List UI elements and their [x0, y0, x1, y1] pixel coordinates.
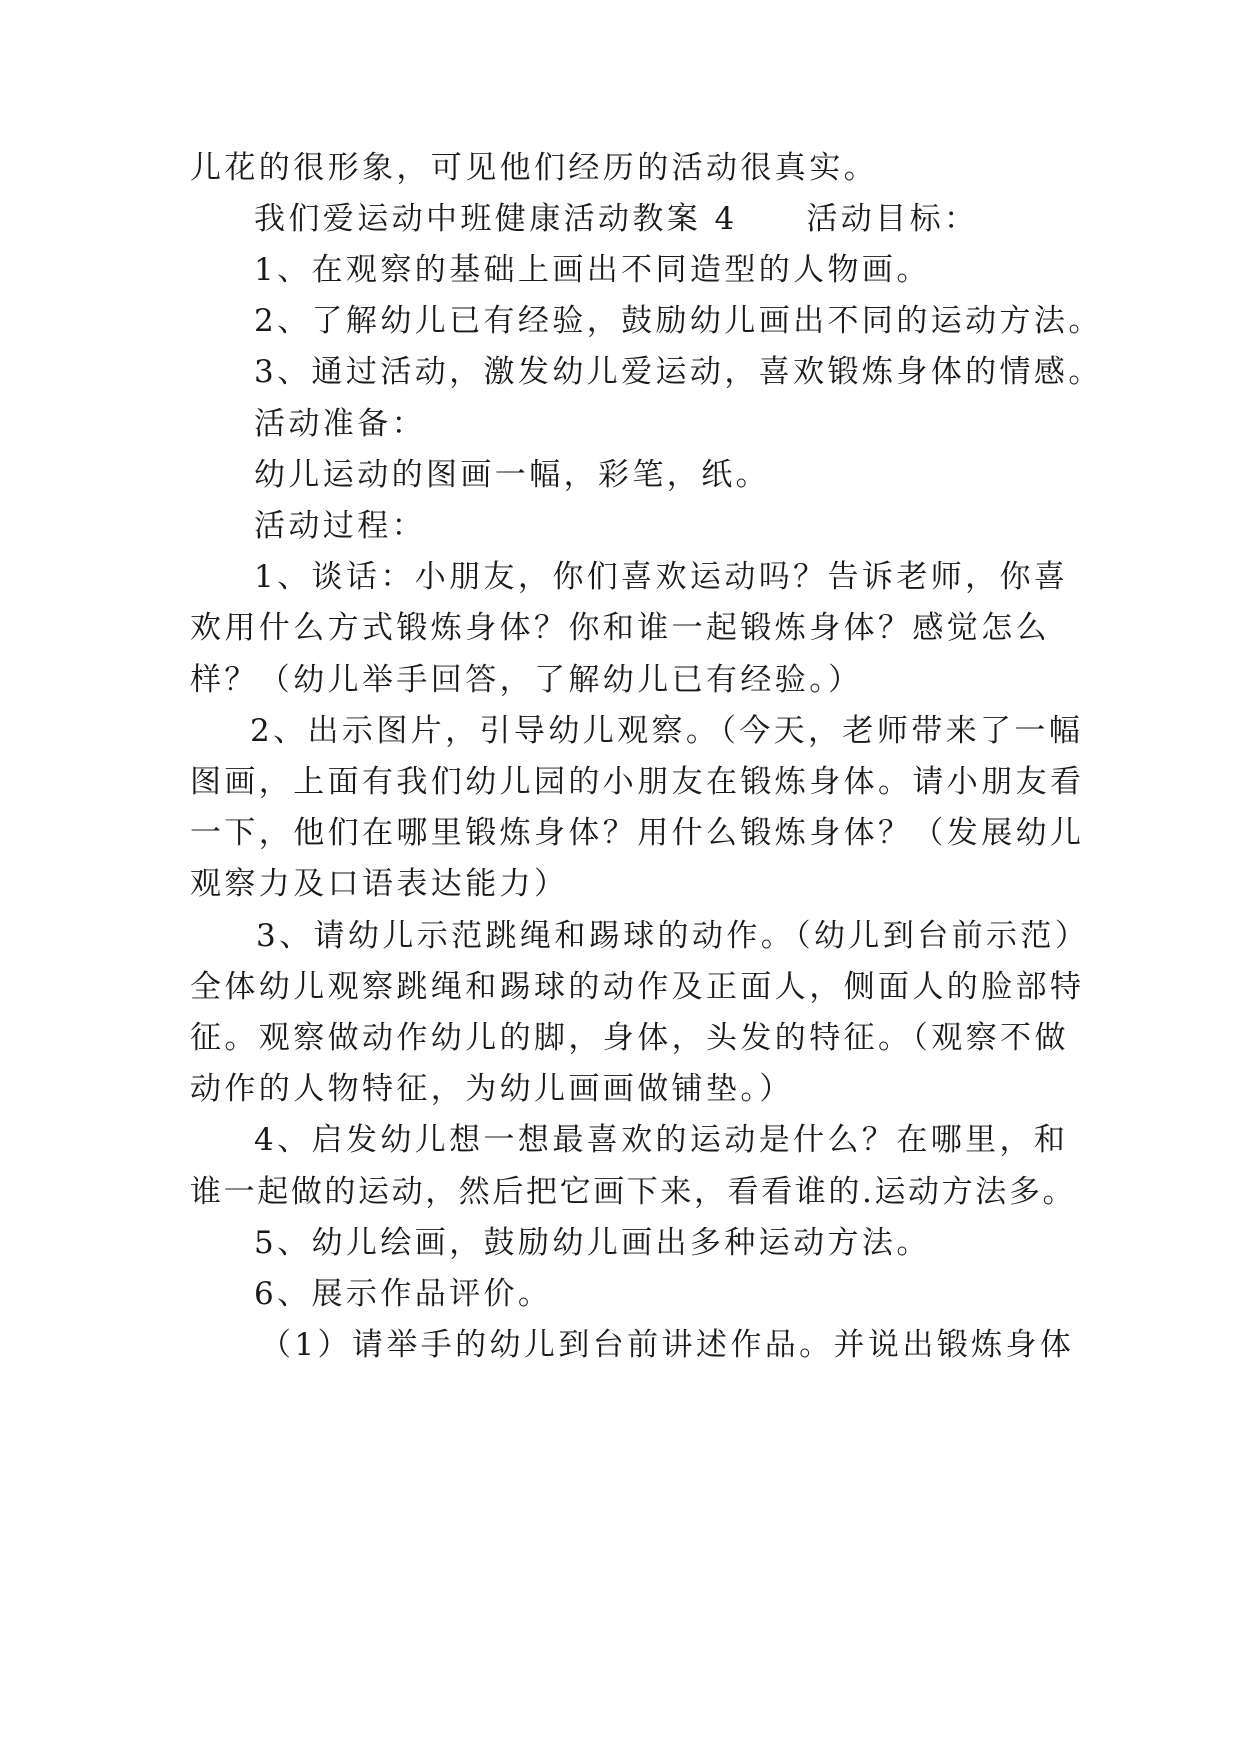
paragraph-line: 动作的人物特征，为幼儿画画做铺垫。） [190, 1071, 794, 1107]
paragraph-line: 谁一起做的运动，然后把它画下来，看看谁的.运动方法多。 [190, 1174, 1077, 1210]
paragraph-line: 1、谈话：小朋友，你们喜欢运动吗？告诉老师，你喜 [254, 559, 1069, 595]
paragraph-line: 儿花的很形象，可见他们经历的活动很真实。 [190, 150, 878, 186]
paragraph-line: 样？（幼儿举手回答，了解幼儿已有经验。） [190, 662, 863, 698]
paragraph-line: 观察力及口语表达能力） [190, 866, 569, 902]
paragraph-line: 1、在观察的基础上画出不同造型的人物画。 [254, 252, 931, 288]
section-heading: 活动过程： [254, 508, 426, 544]
section-heading: 活动准备： [254, 406, 426, 442]
paragraph-line: 欢用什么方式锻炼身体？你和谁一起锻炼身体？感觉怎么 [190, 610, 1050, 646]
paragraph-line: 3、通过活动，激发幼儿爱运动，喜欢锻炼身体的情感。 [254, 354, 1103, 390]
paragraph-line: 6、展示作品评价。 [254, 1276, 553, 1312]
paragraph-line: 4、启发幼儿想一想最喜欢的运动是什么？在哪里，和 [254, 1122, 1069, 1158]
paragraph-line: 幼儿运动的图画一幅，彩笔，纸。 [254, 457, 770, 493]
paragraph-line: 3、请幼儿示范跳绳和踢球的动作。（幼儿到台前示范） [256, 918, 1090, 954]
paragraph-line: 2、出示图片，引导幼儿观察。（今天，老师带来了一幅 [250, 713, 1084, 749]
paragraph-line: 图画，上面有我们幼儿园的小朋友在锻炼身体。请小朋友看 [190, 764, 1085, 800]
paragraph-line: （1）请举手的幼儿到台前讲述作品。并说出锻炼身体 [260, 1327, 1075, 1363]
paragraph-line: 一下，他们在哪里锻炼身体？用什么锻炼身体？（发展幼儿 [190, 815, 1085, 851]
paragraph-line: 我们爱运动中班健康活动教案 4 活动目标： [254, 201, 979, 237]
paragraph-line: 5、幼儿绘画，鼓励幼儿画出多种运动方法。 [254, 1225, 931, 1261]
paragraph-line: 2、了解幼儿已有经验，鼓励幼儿画出不同的运动方法。 [254, 303, 1103, 339]
paragraph-line: 征。观察做动作幼儿的脚，身体，头发的特征。（观察不做 [190, 1020, 1069, 1056]
paragraph-line: 全体幼儿观察跳绳和踢球的动作及正面人，侧面人的脸部特 [190, 969, 1085, 1005]
